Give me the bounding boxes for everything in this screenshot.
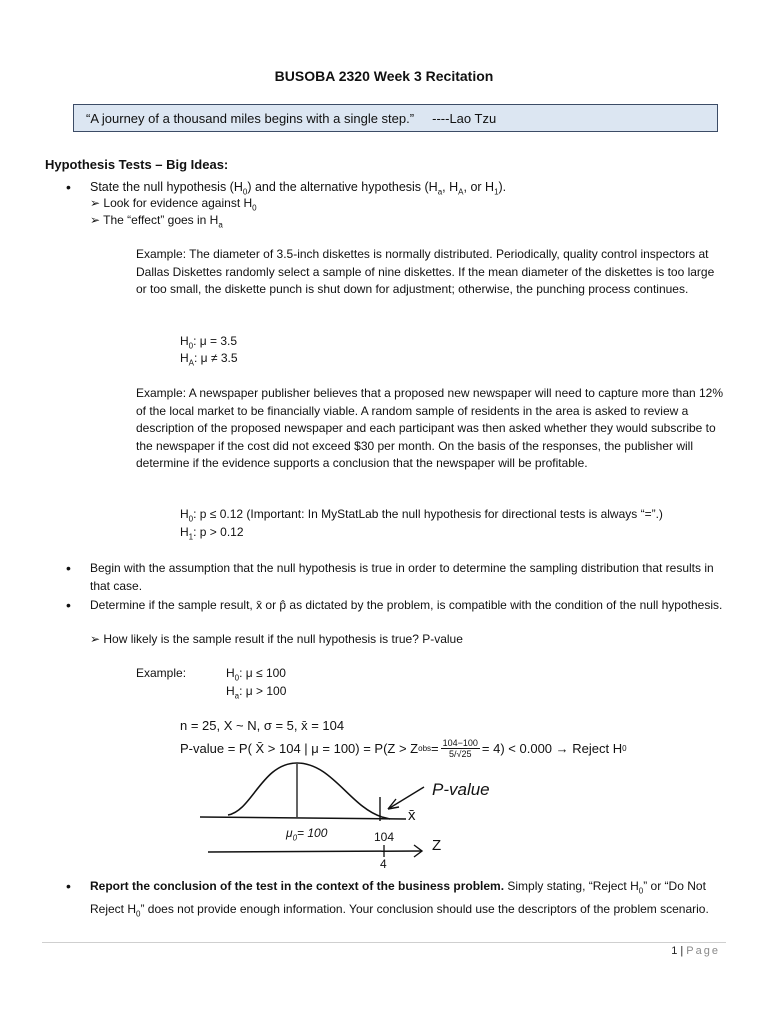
bullet-icon: • <box>66 179 71 195</box>
xbar-label: x̄ <box>408 807 416 824</box>
bullet-report-conclusion: Report the conclusion of the test in the context of the business problem. Simply stating, “Reject $H_0$” or “Do Not Reject $H_0$” does not provide enough information. Your conclusion should use the descriptors of the problem scenario. <box>90 879 709 919</box>
example-diskettes: Example: The diameter of 3.5-inch diskettes is normally distributed. Periodically, quality control inspectors at Dallas Diskettes randomly select a sample of nine diskettes. If the mean diameter of the diskettes is too large or too small, the diskette punch is shut down for adjustment; otherwise, the punching process continues. <box>136 247 715 296</box>
section-heading: Hypothesis Tests – Big Ideas: <box>45 157 229 172</box>
example3-label: Example: <box>136 666 187 680</box>
normal-curve <box>228 763 390 819</box>
pvalue-label: P-value <box>432 780 490 799</box>
page-title: BUSOBA 2320 Week 3 Recitation <box>274 68 494 84</box>
bullet-assumption: Begin with the assumption that the null hypothesis is true in order to determine the sampling distribution that results in that case. <box>90 561 714 593</box>
ex1-alt-hypothesis: $H_A$: μ ≠ 3.5 <box>180 351 238 368</box>
xbar-value-label: 104 <box>374 830 395 844</box>
sample-info: n = 25, X ~ N, σ = 5, x̄ = 104 <box>180 718 345 733</box>
ex2-null-hypothesis: $H_0$: p ≤ 0.12 (Important: In MyStatLab the null hypothesis for directional tests is always “=”.) <box>180 507 663 524</box>
ex2-alt-hypothesis: $H_1$: p > 0.12 <box>180 525 244 542</box>
normal-curve-sketch <box>200 755 520 875</box>
sub-bullet-evidence: ➢ Look for evidence against $H_0$ <box>90 196 257 213</box>
pointer-arrow-line <box>388 787 424 809</box>
z-axis <box>208 851 422 852</box>
bullet-icon: • <box>66 597 71 613</box>
pvalue-equation: P-value = P( X̄ > 104 | μ = 100) = P(Z > Z obs = $\frac{104-100}{5/√25}$ = 4) < 0.000 → Reject H 0 <box>180 737 627 759</box>
ex1-null-hypothesis: $H_0$: μ = 3.5 <box>180 334 238 351</box>
sub-bullet-pvalue: ➢ How likely is the sample result if the null hypothesis is true? P-value <box>90 632 463 646</box>
z-fraction: $\frac{104-100}{5/√25}$ <box>442 737 478 759</box>
z-axis-label: Z <box>432 837 442 854</box>
example-newspaper: Example: A newspaper publisher believes that a proposed new newspaper will need to capture more than 12% of the local market to be financially viable. A random sample of residents in the area is asked to review a description of the proposed newspaper and each participant was then asked whether they would subscribe to the newspaper if the cost did not exceed $30 per month. On the basis of the responses, the publisher will determine if the evidence supports a conclusion that the newspaper will be profitable. <box>136 386 724 470</box>
ex3-null-hypothesis: $H_0$: μ ≤ 100 <box>226 666 286 683</box>
bullet-icon: • <box>66 560 71 576</box>
ex3-alt-hypothesis: $H_a$: μ > 100 <box>226 684 287 701</box>
mu-label: $\mu_0= 100$ <box>286 826 328 843</box>
curve-baseline <box>200 817 406 819</box>
footer-divider <box>42 942 726 943</box>
bullet-null-hypothesis: State the null hypothesis $(H_0)$ and the alternative hypothesis ($H_a$, $H_A$, or $H_1$). <box>90 180 507 197</box>
sub-bullet-effect: ➢ The “effect” goes in $H_a$ <box>90 213 223 230</box>
z-value-label: 4 <box>380 857 387 871</box>
quote-box: “A journey of a thousand miles begins with a single step.” ----Lao Tzu <box>73 104 718 132</box>
bullet-sample-result: Determine if the sample result, x̄ or p̂ as dictated by the problem, is compatible with the condition of the null hypothesis. <box>90 598 723 612</box>
page-number: 1 | Page <box>671 945 720 957</box>
bullet-icon: • <box>66 878 71 894</box>
